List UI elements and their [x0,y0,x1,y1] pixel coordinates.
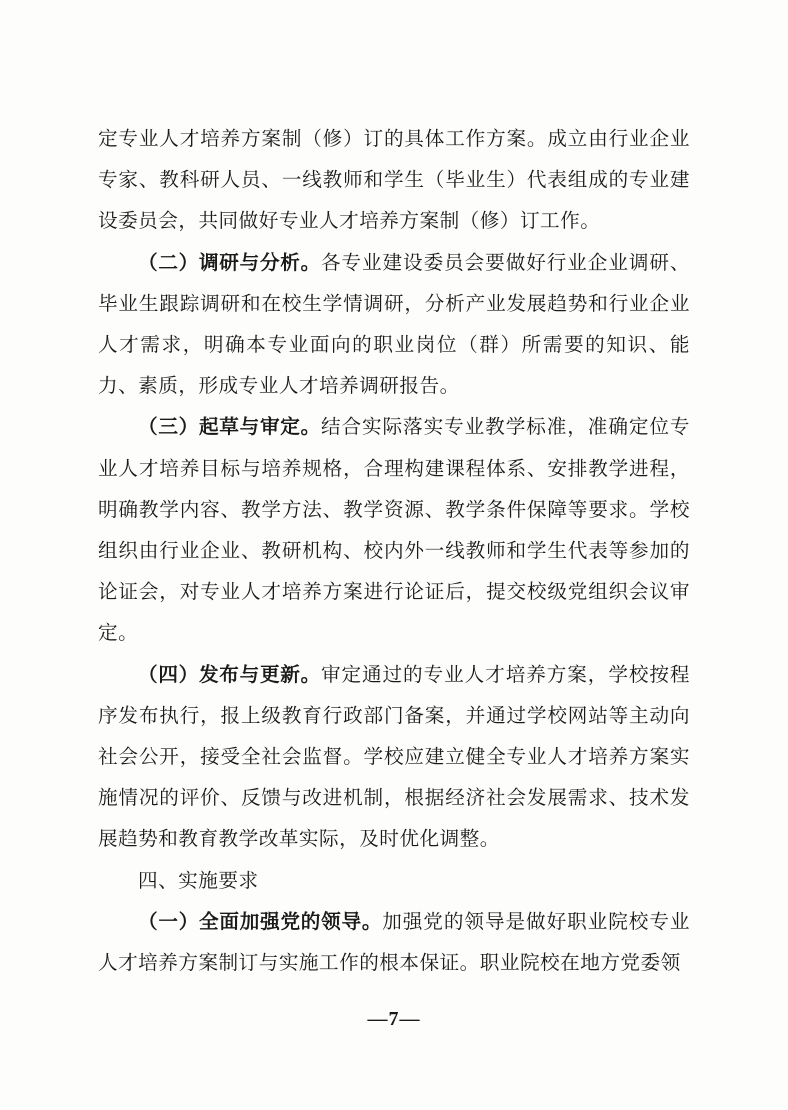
page-number: —7— [367,1008,421,1030]
paragraph-text: 结合实际落实专业教学标准，准确定位专业人才培养目标与培养规格，合理构建课程体系、安排教学进程，明确教学内容、教学方法、教学资源、教学条件保障等要求。学校组织由行业企业、教研机构、校内外一线教师和学生代表等参加的论证会，对专业人才培养方案进行论证后，提交校级党组织会议审定。 [98,415,691,645]
paragraph-lead: （三）起草与审定。 [138,415,321,439]
document-body [98,118,690,983]
paragraph-text: 加强党的领导是做好职业院校专业人才培养方案制订与实施工作的根本保证。职业院校在地方党委领 [98,909,690,975]
paragraph-party-leadership [98,901,690,983]
paragraph-lead: （四）发布与更新。 [138,662,321,686]
section-heading: 四、实施要求 [138,868,259,892]
paragraph-release-update [98,654,690,860]
paragraph-lead: （一）全面加强党的领导。 [138,909,383,933]
paragraph-drafting-review [98,406,690,653]
paragraph-text: 定专业人才培养方案制（修）订的具体工作方案。成立由行业企业专家、教科研人员、一线教师和学生（毕业生）代表组成的专业建设委员会，共同做好专业人才培养方案制（修）订工作。 [98,127,690,233]
paragraph-text: 审定通过的专业人才培养方案，学校按程序发布执行，报上级教育行政部门备案，并通过学校网站等主动向社会公开，接受全社会监督。学校应建立健全专业人才培养方案实施情况的评价、反馈与改进机制，根据经济社会发展需求、技术发展趋势和教育教学改革实际，及时优化调整。 [98,662,691,851]
paragraph-lead: （二）调研与分析。 [138,250,321,274]
paragraph-continuation [98,118,690,242]
paragraph-research-analysis [98,242,690,407]
paragraph-text: 各专业建设委员会要做好行业企业调研、毕业生跟踪调研和在校生学情调研，分析产业发展趋势和行业企业人才需求，明确本专业面向的职业岗位（群）所需要的知识、能力、素质，形成专业人才培养调研报告。 [98,250,691,398]
